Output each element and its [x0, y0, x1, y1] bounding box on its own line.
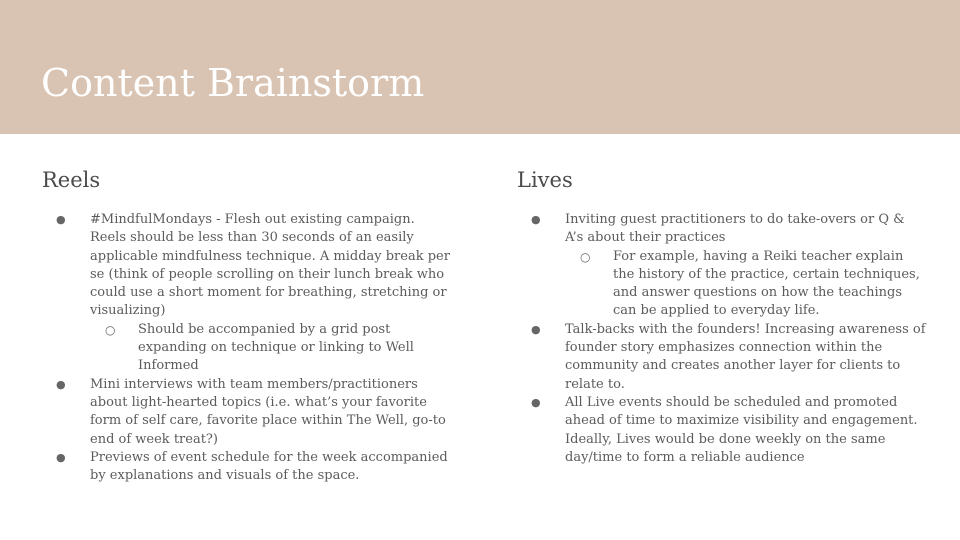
bullet-dot-icon: ● [56, 450, 66, 464]
bullet-dot-icon: ● [531, 322, 541, 336]
list-item [517, 394, 927, 467]
list-item-text: Previews of event schedule for the week accompanied by explanations and visuals of the space. [90, 449, 448, 484]
list-item [42, 321, 452, 376]
list-item-text: Should be accompanied by a grid post expanding on technique or linking to Well Informed [138, 321, 414, 374]
bullet-dot-icon: ● [56, 213, 66, 226]
reels-column [42, 165, 452, 484]
bullet-dot-icon: ● [531, 213, 541, 226]
list-item [42, 449, 452, 486]
bullet-dot-icon: ● [531, 395, 541, 409]
list-item [42, 376, 452, 449]
list-item-text: All Live events should be scheduled and promoted ahead of time to maximize visibility and engagement. Ideally, Lives would be done weekly on the same day/time to form a reliable audience [565, 394, 918, 465]
list-item-text: Inviting guest practitioners to do take-overs or Q & A’s about their practices [565, 212, 905, 246]
list-item-text: #MindfulMondays - Flesh out existing campaign. Reels should be less than 30 seconds of an easily applicable mindfulness technique. A midday break per se (think of people scrolling on their lunch break who could use a short moment for breathing, stretching or visualizing) [90, 212, 450, 319]
lives-bullet-list [517, 211, 927, 467]
lives-column [517, 165, 927, 465]
bullet-circle-icon: ○ [105, 322, 116, 337]
list-item [517, 321, 927, 394]
bullet-dot-icon: ● [56, 377, 66, 391]
bullet-circle-icon: ○ [580, 249, 591, 264]
list-item-text: Talk-backs with the founders! Increasing awareness of founder story emphasizes connection within the community and creates another layer for clients to relate to. [565, 321, 926, 392]
lives-heading: Lives [517, 168, 573, 192]
list-item-text: Mini interviews with team members/practitioners about light-hearted topics (i.e. what’s your favorite form of self care, favorite place within The Well, go-to end of week treat?) [90, 376, 446, 447]
list-item [517, 248, 927, 321]
list-item [42, 211, 452, 321]
list-item-text: For example, having a Reiki teacher explain the history of the practice, certain techniques, and answer questions on how the teachings can be applied to everyday life. [613, 248, 920, 319]
slide-title: Content Brainstorm [41, 61, 425, 105]
list-item [517, 211, 927, 248]
reels-heading: Reels [42, 168, 101, 192]
reels-bullet-list [42, 211, 452, 485]
